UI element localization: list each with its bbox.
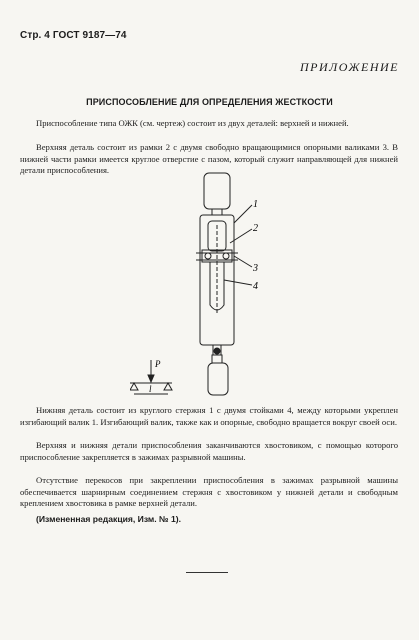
- span-label: l: [149, 384, 152, 394]
- callout-3: 3: [253, 263, 258, 274]
- callout-2: 2: [253, 223, 258, 234]
- paragraph-shank: Верхняя и нижняя детали приспособления заканчиваются хвостовиком, с помощью которого приспособление закрепляется в зажимах разрывной машины.: [20, 440, 398, 462]
- support-roller-3-right: [223, 253, 229, 259]
- upper-shank-neck: [212, 209, 222, 215]
- lower-shank: [208, 363, 228, 395]
- section-title: ПРИСПОСОБЛЕНИЕ ДЛЯ ОПРЕДЕЛЕНИЯ ЖЕСТКОСТИ: [86, 97, 333, 107]
- callout-4: 4: [253, 281, 258, 292]
- fixture-drawing: [130, 165, 300, 400]
- paragraph-intro: Приспособление типа ОЖК (см. чертеж) состоит из двух деталей: верхней и нижней.: [36, 118, 349, 128]
- revision-note: (Измененная редакция, Изм. № 1).: [36, 514, 182, 524]
- page-header: Стр. 4 ГОСТ 9187—74: [20, 30, 127, 41]
- paragraph-lower-part: Нижняя деталь состоит из круглого стержня 1 с двумя стойками 4, между которыми укреплен изгибающий валик 1. Изгибающий валик, также как и опорные, свободно вращается вокруг своей оси.: [20, 405, 398, 427]
- force-label: P: [155, 359, 161, 369]
- callout-1: 1: [253, 199, 258, 210]
- paragraph-upper-part: Верхняя деталь состоит из рамки 2 с двумя свободно вращающимися опорными валиками 3. В нижней части рамки имеется круглое отверстие с пазом, который служит направляющей для нижней детали приспособления.: [20, 142, 398, 175]
- support-roller-3-left: [205, 253, 211, 259]
- appendix-label: ПРИЛОЖЕНИЕ: [300, 60, 399, 74]
- paragraph-alignment: Отсутствие перекосов при закреплении приспособления в зажимах разрывной машины обеспечивается шарнирным соединением стержня с хвостовиком у нижней детали и свободным креплением хвостовика в рамке верхней детали.: [20, 475, 398, 508]
- end-rule: [186, 572, 228, 573]
- upper-shank: [204, 173, 230, 209]
